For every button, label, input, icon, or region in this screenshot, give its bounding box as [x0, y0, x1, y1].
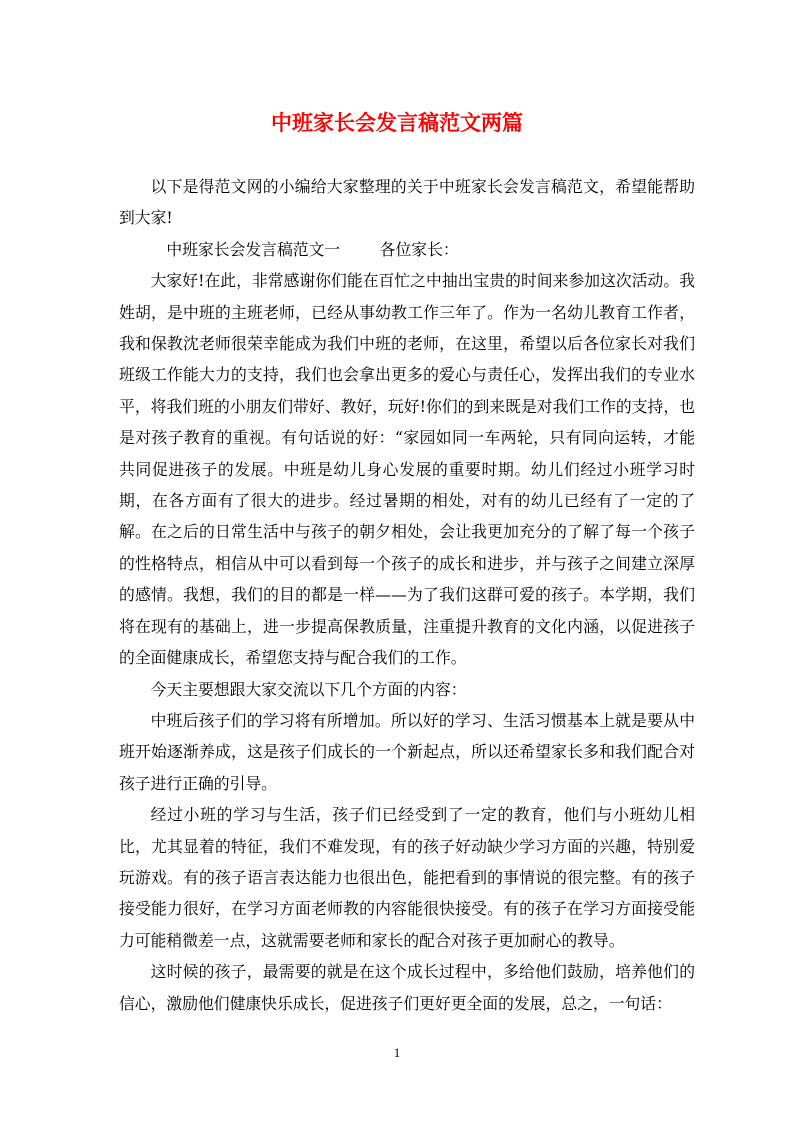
body-paragraph: 经过小班的学习与生活，孩子们已经受到了一定的教育，他们与小班幼儿相比，尤其显着的特征，我们不难发现，有的孩子好动缺少学习方面的兴趣，特别爱玩游戏。有的孩子语言表达能力也很出色，能把看到的事情说的很完整。有的孩子接受能力很好，在学习方面老师教的内容能很快接受。有的孩子在学习方面接受能力可能稍微差一点，这就需要老师和家长的配合对孩子更加耐心的教导。	[119, 805, 695, 950]
speech-heading-line	[119, 234, 695, 265]
intro-paragraph: 以下是得范文网的小编给大家整理的关于中班家长会发言稿范文，希望能帮助到大家!	[119, 177, 695, 228]
salutation: 各位家长：	[379, 239, 459, 259]
body-paragraph: 大家好!在此，非常感谢你们能在百忙之中抽出宝贵的时间来参加这次活动。我姓胡，是中班的主班老师，已经从事幼教工作三年了。作为一名幼儿教育工作者，我和保教沈老师很荣幸能成为我们中班的老师，在这里，希望以后各位家长对我们班级工作能大力的支持，我们也会拿出更多的爱心与责任心，发挥出我们的专业水平，将我们班的小朋友们带好、教好，玩好!你们的到来既是对我们工作的支持，也是对孩子教育的重视。有句话说的好：“家园如同一车两轮，只有同向运转，才能共同促进孩子的发展。中班是幼儿身心发展的重要时期。幼儿们经过小班学习时期，在各方面有了很大的进步。经过暑期的相处，对有的幼儿已经有了一定的了解。在之后的日常生活中与孩子的朝夕相处，会让我更加充分的了解了每一个孩子的性格特点，相信从中可以看到每一个孩子的成长和进步，并与孩子之间建立深厚的感情。我想，我们的目的都是一样——为了我们这群可爱的孩子。本学期，我们将在现有的基础上，进一步提高保教质量，注重提升教育的文化内涵，以促进孩子的全面健康成长，希望您支持与配合我们的工作。	[119, 271, 695, 668]
speech-heading: 中班家长会发言稿范文一	[166, 239, 341, 259]
body-paragraph: 今天主要想跟大家交流以下几个方面的内容：	[150, 679, 467, 699]
page-number: 1	[393, 1045, 401, 1060]
document-title: 中班家长会发言稿范文两篇	[271, 110, 523, 135]
body-paragraph: 这时候的孩子，最需要的就是在这个成长过程中，多给他们鼓励，培养他们的信心，激励他们健康快乐成长，促进孩子们更好更全面的发展，总之，一句话：	[119, 962, 695, 1013]
document-body	[119, 171, 695, 1019]
body-paragraph: 中班后孩子们的学习将有所增加。所以好的学习、生活习惯基本上就是要从中班开始逐渐养成，这是孩子们成长的一个新起点，所以还希望家长多和我们配合对孩子进行正确的引导。	[119, 710, 695, 793]
